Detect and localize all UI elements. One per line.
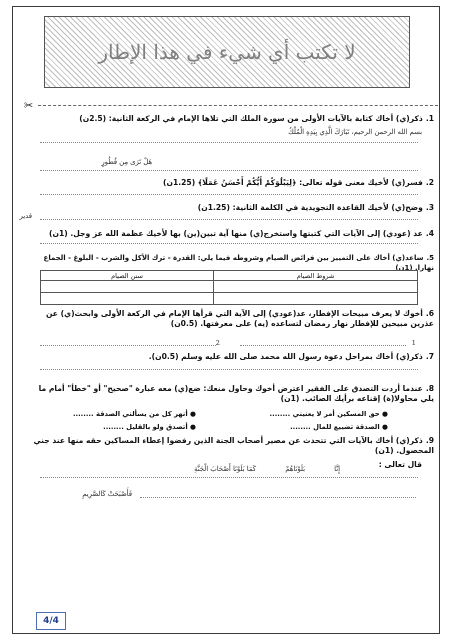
answer-line[interactable] (40, 369, 418, 370)
table-cell[interactable] (41, 281, 214, 293)
question-9: 9.ذكر(ي) أخاك بالآيات التي تتحدث عن مصير أصحاب الجنة الذين رفضوا إعطاء المساكين حقه منها عند جني المحصول. (1ن) (33, 436, 434, 455)
do-not-write-banner (44, 16, 410, 88)
q1-basmala: بسم الله الرحمن الرحيم، تَبَارَكَ الَّذِي بِيَدِهِ الْمُلْكُ (288, 128, 422, 136)
question-4: 4.عد (عودي) إلى الآيات التي كتبتها واستخرج(ي) منها آية تبين(ين) بها لأخيك عظمة الله عز وجل. (1ن) (49, 229, 434, 238)
answer-line[interactable] (40, 243, 418, 244)
q9-fragment: بَلَوْنَاهُمْ (285, 465, 305, 473)
question-5: 5.ساعد(ي) أخاك على التمييز بين فرائض الصيام وشروطه فيما يلي: القدرة - ترك الأكل والشرب - البلوغ - الجماع نهارا. (1ن) (43, 254, 434, 272)
question-6: 6.أخوك لا يعرف مبيحات الإفطار، عد(عودي) إلى الآية التي قرأها الإمام في الركعة الأولى وابحث(ي) عن عذرين مبيحين للإفطار نهار رمضان لتساعده (يه) على معرفتها. (0.5ن) (45, 309, 434, 328)
q6-item-1: 1 (411, 339, 416, 347)
q9-ending: فَأَصْبَحَتْ كَالصَّرِيمِ (82, 490, 132, 498)
list-item: ● الصدقة تضييع للمال ........ (290, 423, 388, 431)
list-item: ● أتصدق ولو بالقليل ........ (103, 423, 196, 431)
list-item: ● أنهر كل من يسألني الصدقة ........ (72, 410, 196, 418)
q3-word: قدير (19, 212, 32, 220)
page-number: 4/4 (36, 612, 66, 630)
table-cell[interactable] (214, 281, 418, 293)
table-cell[interactable] (41, 293, 214, 305)
question-2: 2.فسر(ي) لأخيك معنى قوله تعالى: ﴿لِيَبْلُوَكُمْ أَيُّكُمْ أَحْسَنُ عَمَلًا﴾ (1.25ن) (163, 178, 434, 187)
question-3: 3.وضح(ي) لأخيك القاعدة التجويدية في الكلمة الثانية: (1.25ن) (197, 203, 434, 212)
question-7: 7.ذكر(ي) أخاك بمراحل دعوة رسول الله محمد صلى الله عليه وسلم (0.5ن). (148, 352, 434, 361)
header-conditions: شروط الصيام (214, 271, 418, 281)
question-8: 8.عندما أردت التصدق على الفقير اعترض أخوك وحاول منعك: ضع(ي) معه عبارة "صحيح" أو "خطأ" أمام ما يلي محاولا(ة) إقناعه برأيك الصائب. (1ن) (38, 384, 434, 403)
answer-line[interactable] (40, 477, 418, 478)
q6-item-2: 2 (215, 339, 220, 347)
answer-line[interactable] (40, 170, 418, 171)
answer-line[interactable] (40, 219, 418, 220)
q9-say: قال تعالى : (378, 460, 422, 469)
answer-line[interactable] (40, 194, 418, 195)
list-item: ● حق المسكين أمر لا يعنيني ........ (269, 410, 388, 418)
q1-ending: هَلْ تَرَى مِن فُطُورٍ (101, 158, 152, 166)
fasting-table (40, 270, 418, 305)
answer-line[interactable] (140, 497, 416, 498)
scissors-icon: ✂ (24, 99, 34, 112)
answer-line[interactable] (240, 345, 406, 346)
banner-text: لا تكتب أي شيء في هذا الإطار (98, 40, 356, 64)
q9-fragment: إِنَّا (334, 465, 340, 473)
cut-line (38, 105, 438, 106)
q9-fragment: كَمَا بَلَوْنَا أَصْحَابَ الْجَنَّةِ (194, 465, 256, 473)
question-1: 1.ذكر(ي) أخاك كتابة بالآيات الأولى من سورة الملك التي تلاها الإمام في الركعة الثانية: (2.5ن) (79, 114, 434, 123)
table-cell[interactable] (214, 293, 418, 305)
answer-line[interactable] (40, 142, 418, 143)
answer-line[interactable] (40, 345, 216, 346)
header-sunan: سنن الصيام (41, 271, 214, 281)
